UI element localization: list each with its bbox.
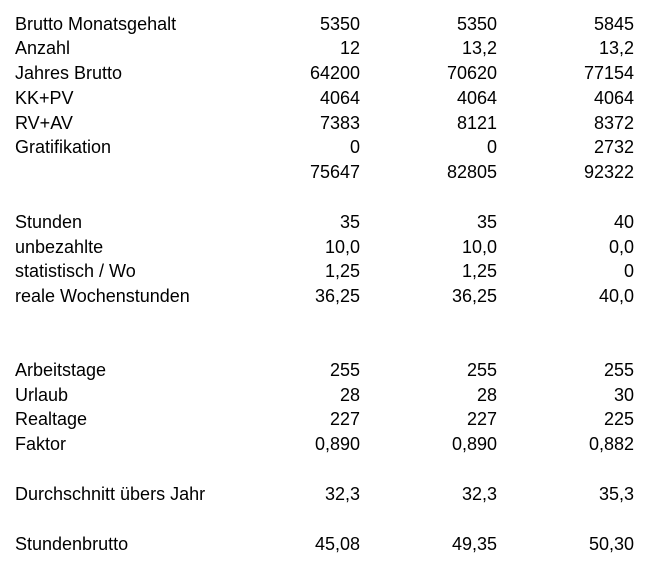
row-label: KK+PV (15, 88, 74, 108)
row-label: Gratifikation (15, 137, 112, 157)
value-col-3: 92322 (583, 162, 634, 182)
value-col-1: 0 (349, 137, 360, 157)
row-label: reale Wochenstunden (15, 286, 190, 306)
row-label: unbezahlte (15, 237, 104, 257)
value-col-3: 255 (603, 360, 634, 380)
value-col-3: 0,882 (588, 434, 634, 454)
row-label: Jahres Brutto (15, 63, 123, 83)
value-col-3: 5845 (593, 14, 634, 34)
value-col-2: 49,35 (451, 534, 497, 554)
value-col-2: 28 (476, 385, 497, 405)
value-col-2: 35 (476, 212, 497, 232)
value-col-1: 255 (329, 360, 360, 380)
row-label (15, 160, 275, 184)
value-col-1: 0,890 (314, 434, 360, 454)
value-col-2: 255 (466, 360, 497, 380)
value-col-1: 75647 (309, 162, 360, 182)
row-label: Stundenbrutto (15, 534, 129, 554)
value-col-3: 40,0 (598, 286, 634, 306)
row-label: Arbeitstage (15, 360, 107, 380)
value-col-2: 8121 (456, 113, 497, 133)
row-reale-wochenstunden (0, 284, 650, 308)
value-col-3: 50,30 (588, 534, 634, 554)
row-label: RV+AV (15, 113, 73, 133)
value-col-3: 8372 (593, 113, 634, 133)
row-unbezahlte (0, 235, 650, 259)
value-col-1: 4064 (319, 88, 360, 108)
row-label: Anzahl (15, 38, 71, 58)
value-col-1: 1,25 (324, 261, 360, 281)
value-col-2: 4064 (456, 88, 497, 108)
value-col-3: 0,0 (608, 237, 634, 257)
value-col-2: 36,25 (451, 286, 497, 306)
value-col-2: 10,0 (461, 237, 497, 257)
value-col-3: 30 (613, 385, 634, 405)
row-durchschnitt-uebers-jahr (0, 482, 650, 506)
value-col-3: 40 (613, 212, 634, 232)
row-label: Brutto Monatsgehalt (15, 14, 177, 34)
row-stundenbrutto (0, 532, 650, 556)
value-col-3: 225 (603, 409, 634, 429)
row-label: Realtage (15, 409, 88, 429)
value-col-1: 32,3 (324, 484, 360, 504)
row-brutto-monatsgehalt (0, 12, 650, 36)
row-label: Stunden (15, 212, 83, 232)
value-col-3: 0 (623, 261, 634, 281)
row-label: statistisch / Wo (15, 261, 136, 281)
value-col-3: 13,2 (598, 38, 634, 58)
value-col-1: 7383 (319, 113, 360, 133)
row-anzahl (0, 36, 650, 60)
row-faktor (0, 432, 650, 456)
value-col-3: 77154 (583, 63, 634, 83)
value-col-2: 5350 (456, 14, 497, 34)
value-col-2: 1,25 (461, 261, 497, 281)
row-jahres-brutto (0, 61, 650, 85)
row-rv-av (0, 111, 650, 135)
row-arbeitstage (0, 358, 650, 382)
value-col-3: 2732 (593, 137, 634, 157)
value-col-1: 35 (339, 212, 360, 232)
value-col-1: 64200 (309, 63, 360, 83)
value-col-1: 5350 (319, 14, 360, 34)
value-col-2: 13,2 (461, 38, 497, 58)
value-col-2: 32,3 (461, 484, 497, 504)
row-realtage (0, 407, 650, 431)
value-col-2: 0,890 (451, 434, 497, 454)
row-total (0, 160, 650, 184)
value-col-3: 4064 (593, 88, 634, 108)
value-col-1: 28 (339, 385, 360, 405)
value-col-3: 35,3 (598, 484, 634, 504)
row-urlaub (0, 383, 650, 407)
value-col-1: 12 (339, 38, 360, 58)
row-statistisch-wo (0, 259, 650, 283)
value-col-1: 36,25 (314, 286, 360, 306)
row-stunden (0, 210, 650, 234)
value-col-2: 227 (466, 409, 497, 429)
value-col-1: 10,0 (324, 237, 360, 257)
value-col-2: 82805 (446, 162, 497, 182)
row-label: Urlaub (15, 385, 69, 405)
row-gratifikation (0, 135, 650, 159)
row-kk-pv (0, 86, 650, 110)
value-col-1: 227 (329, 409, 360, 429)
value-col-2: 70620 (446, 63, 497, 83)
row-label: Durchschnitt übers Jahr (15, 484, 206, 504)
row-label: Faktor (15, 434, 67, 454)
value-col-1: 45,08 (314, 534, 360, 554)
value-col-2: 0 (486, 137, 497, 157)
